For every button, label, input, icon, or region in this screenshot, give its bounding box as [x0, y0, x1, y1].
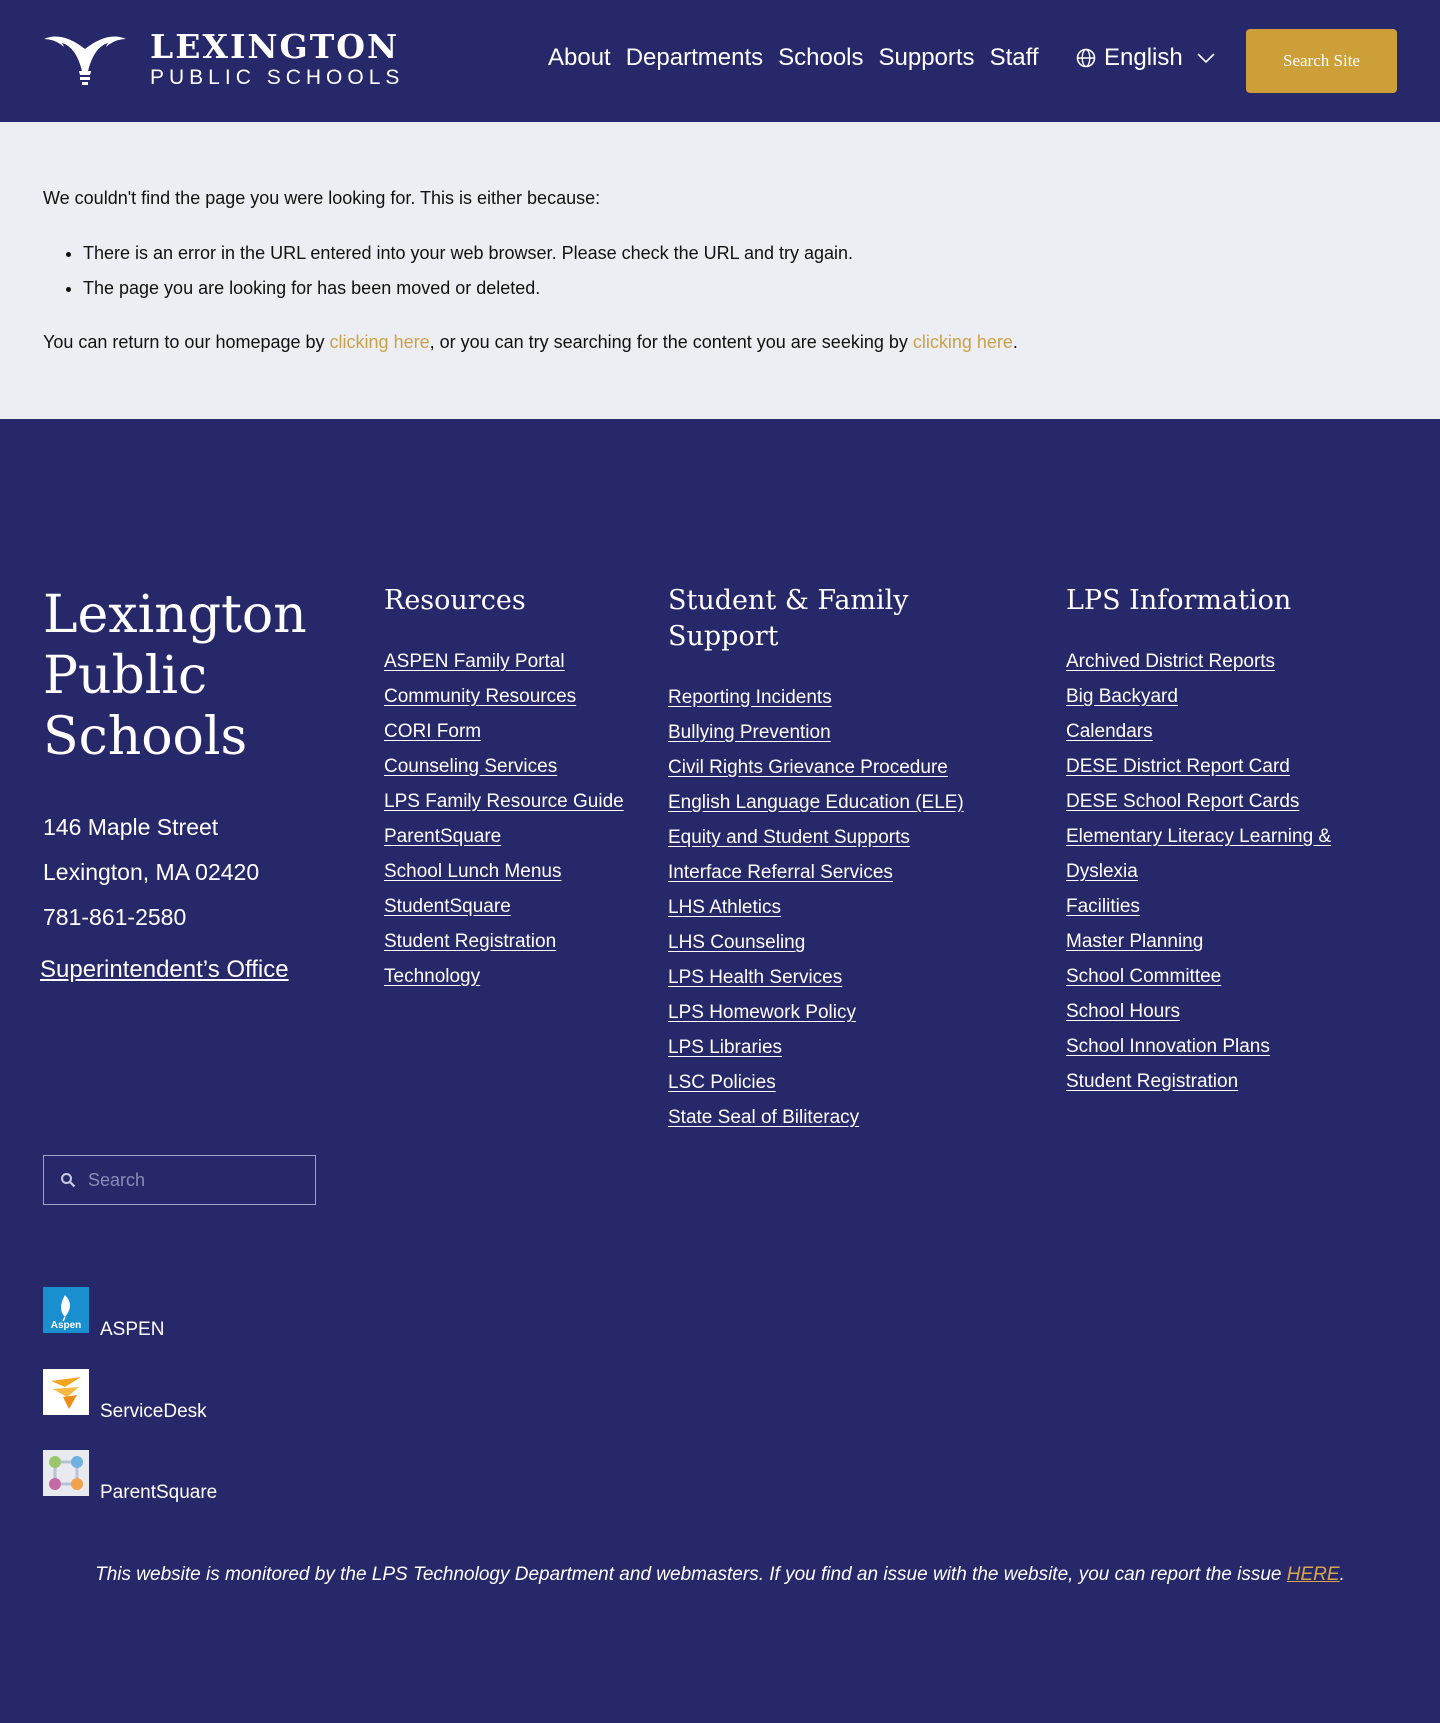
nav-schools[interactable]: Schools: [778, 44, 864, 71]
footer-link[interactable]: English Language Education (ELE): [668, 792, 964, 813]
nav-departments[interactable]: Departments: [625, 44, 764, 71]
footer-link[interactable]: School Innovation Plans: [1066, 1036, 1270, 1057]
logo-line2: PUBLIC SCHOOLS: [150, 66, 405, 89]
footer-link[interactable]: Counseling Services: [384, 756, 558, 777]
footer-link[interactable]: Big Backyard: [1066, 686, 1178, 707]
return-post: .: [1012, 332, 1018, 352]
list-item: • There is an error in the URL entered into your web browser. Please check the URL and try again.: [83, 242, 853, 264]
footer-link[interactable]: State Seal of Biliteracy: [668, 1107, 860, 1128]
footer-link[interactable]: DESE District Report Card: [1066, 756, 1290, 777]
superintendent-link[interactable]: Superintendent’s Office: [40, 956, 289, 983]
footer-link[interactable]: Master Planning: [1066, 931, 1204, 952]
phone-number: 781-861-2580: [43, 904, 187, 930]
footer-link[interactable]: ParentSquare: [384, 826, 502, 847]
footer-link[interactable]: Student Registration: [1066, 1071, 1239, 1092]
servicedesk-link[interactable]: [43, 1369, 207, 1422]
support-column: [668, 583, 998, 1135]
parentsquare-app-icon: [43, 1450, 89, 1496]
footer-link[interactable]: School Committee: [1066, 966, 1222, 987]
footer-link[interactable]: Student Registration: [384, 931, 557, 952]
address-line2: Lexington, MA 02420: [43, 859, 260, 885]
support-heading: Student & Family Support: [668, 585, 909, 652]
report-issue-link[interactable]: HERE: [1286, 1564, 1340, 1585]
logo-mark-icon: [42, 31, 128, 89]
homepage-link[interactable]: clicking here: [329, 332, 430, 352]
aspen-link[interactable]: [43, 1287, 165, 1340]
footer-link[interactable]: DESE School Report Cards: [1066, 791, 1300, 812]
search-icon: [60, 1172, 76, 1188]
info-column: [1066, 583, 1366, 1099]
footer-link[interactable]: Interface Referral Services: [668, 862, 893, 883]
chevron-down-icon: [1197, 52, 1215, 64]
logo-line1: LEXINGTON: [150, 27, 400, 66]
site-footer: [0, 419, 1440, 1723]
servicedesk-label: ServiceDesk: [100, 1401, 207, 1422]
footer-link[interactable]: Reporting Incidents: [668, 687, 832, 708]
footer-link[interactable]: LPS Homework Policy: [668, 1002, 856, 1023]
footer-link[interactable]: Calendars: [1066, 721, 1153, 742]
footer-link[interactable]: Archived District Reports: [1066, 651, 1276, 672]
footer-link[interactable]: LHS Athletics: [668, 897, 781, 918]
footer-link[interactable]: School Lunch Menus: [384, 861, 562, 882]
footer-link[interactable]: Elementary Literacy Learning & Dyslexia: [1066, 826, 1332, 882]
resources-heading: Resources: [384, 585, 526, 616]
footer-link[interactable]: ASPEN Family Portal: [384, 651, 565, 672]
footer-link[interactable]: CORI Form: [384, 721, 482, 742]
info-heading: LPS Information: [1066, 585, 1292, 616]
resources-column: [384, 583, 624, 994]
aspen-icon-text: Aspen: [50, 1320, 82, 1331]
footer-link[interactable]: StudentSquare: [384, 896, 511, 917]
reason-list: [83, 242, 853, 312]
return-mid: , or you can try searching for the content you are seeking by: [429, 332, 913, 352]
aspen-label: ASPEN: [100, 1319, 165, 1340]
logo-text: [150, 27, 405, 90]
return-pre: You can return to our homepage by: [43, 332, 330, 352]
footer-link[interactable]: LHS Counseling: [668, 932, 806, 953]
footer-link[interactable]: LSC Policies: [668, 1072, 776, 1093]
search-site-button[interactable]: Search Site: [1246, 29, 1397, 93]
footer-link[interactable]: Civil Rights Grievance Procedure: [668, 757, 948, 778]
site-header: [0, 0, 1440, 122]
footer-link[interactable]: Bullying Prevention: [668, 722, 831, 743]
site-notice: [0, 1564, 1440, 1586]
footer-link[interactable]: LPS Health Services: [668, 967, 843, 988]
not-found-content: [0, 122, 1440, 419]
nav-about[interactable]: About: [548, 44, 611, 71]
footer-search[interactable]: [43, 1155, 316, 1205]
footer-address: [43, 805, 259, 940]
footer-link[interactable]: Technology: [384, 966, 481, 987]
parentsquare-link[interactable]: [43, 1450, 218, 1503]
language-selector[interactable]: [1076, 44, 1215, 72]
footer-search-input[interactable]: [88, 1170, 288, 1191]
aspen-app-icon: [43, 1287, 89, 1333]
search-link[interactable]: clicking here: [912, 332, 1013, 352]
intro-text: We couldn't find the page you were looking for. This is either because:: [43, 188, 601, 208]
list-item: • The page you are looking for has been moved or deleted.: [83, 277, 853, 299]
footer-link[interactable]: Equity and Student Supports: [668, 827, 910, 848]
parentsquare-label: ParentSquare: [100, 1482, 218, 1503]
footer-link[interactable]: School Hours: [1066, 1001, 1181, 1022]
nav-supports[interactable]: Supports: [878, 44, 975, 71]
notice-text: This website is monitored by the LPS Technology Department and webmasters. If you find an issue with the website, you can report the issue: [95, 1564, 1287, 1585]
globe-icon: [1076, 48, 1096, 68]
nav-staff[interactable]: Staff: [989, 44, 1039, 71]
notice-end: .: [1339, 1564, 1345, 1585]
footer-link[interactable]: LPS Family Resource Guide: [384, 791, 624, 812]
footer-link[interactable]: LPS Libraries: [668, 1037, 783, 1058]
servicedesk-app-icon: [43, 1369, 89, 1415]
site-logo[interactable]: [42, 27, 405, 90]
return-text: [43, 332, 1018, 353]
footer-link[interactable]: Facilities: [1066, 896, 1140, 917]
main-nav: [548, 44, 1054, 72]
footer-link[interactable]: Community Resources: [384, 686, 577, 707]
footer-brand: Lexington Public Schools: [43, 585, 307, 767]
language-label: English: [1104, 44, 1183, 71]
address-line1: 146 Maple Street: [43, 814, 219, 840]
